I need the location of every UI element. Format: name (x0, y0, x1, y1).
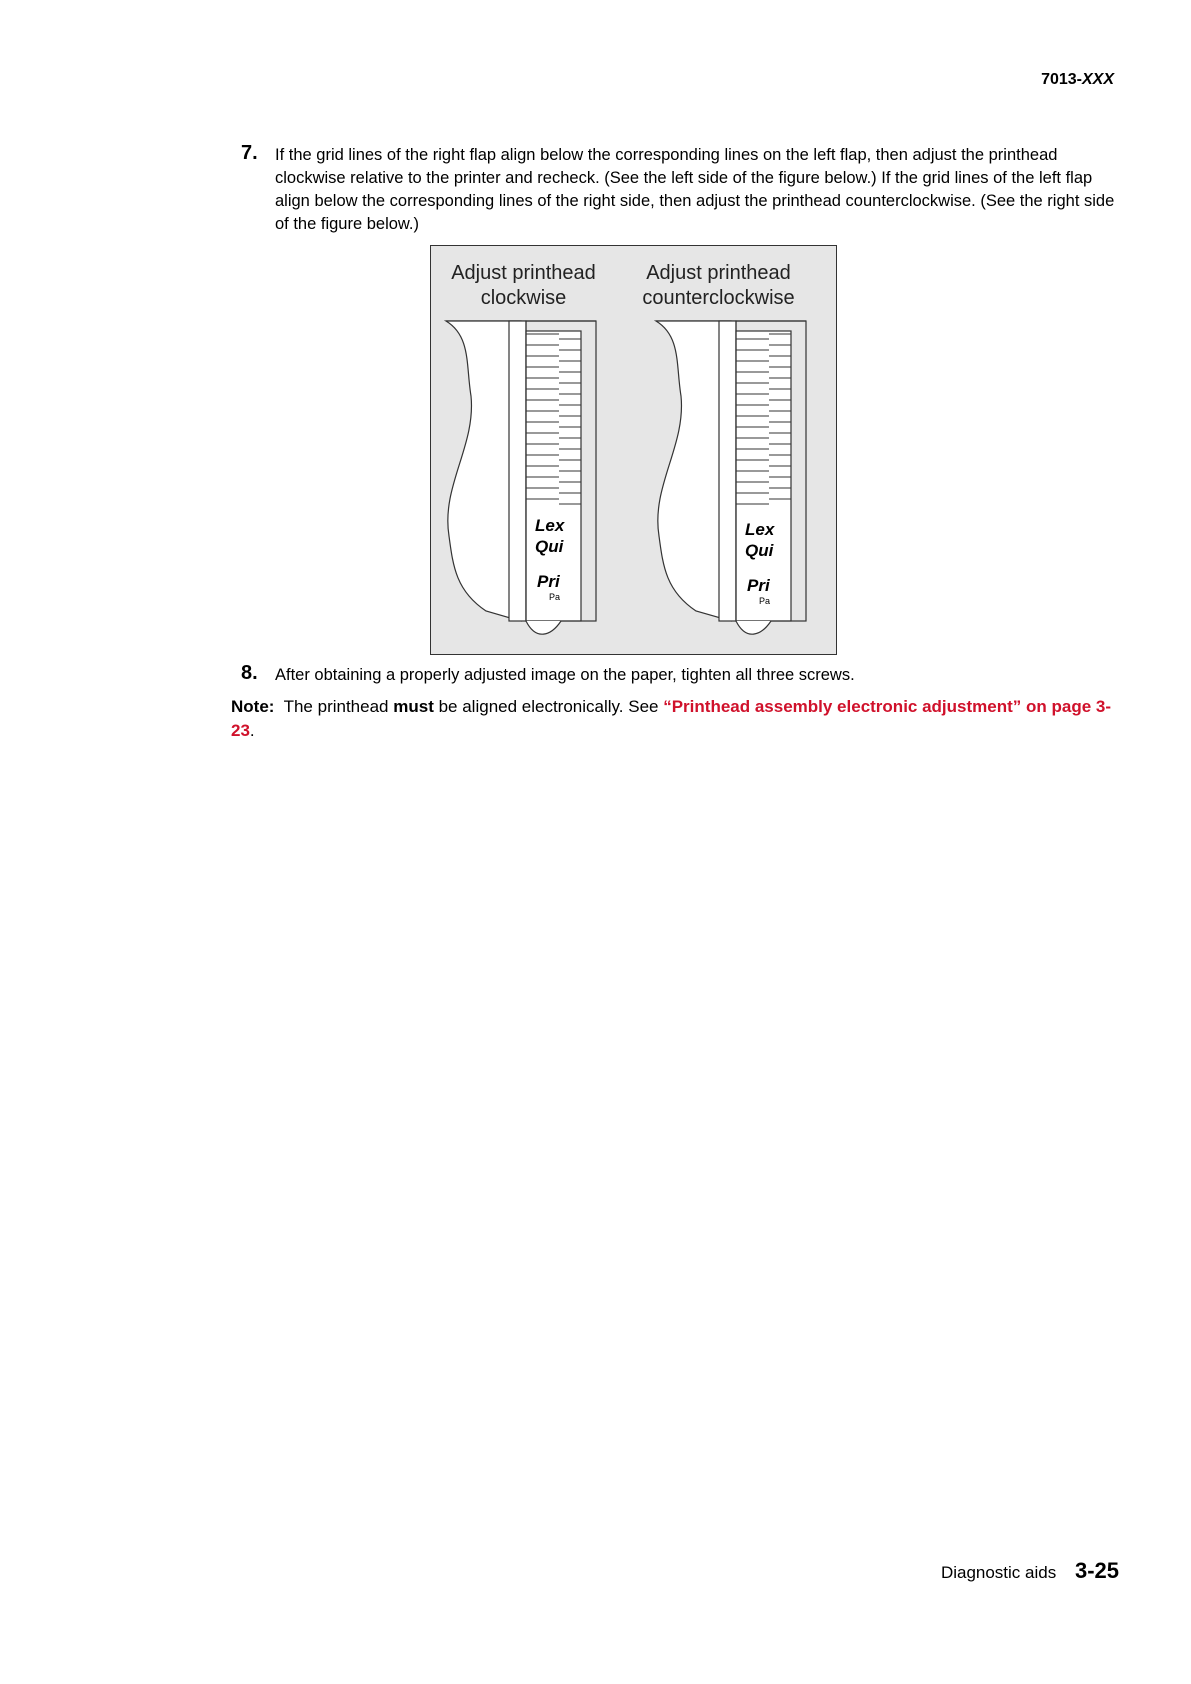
title-line: Adjust printhead (646, 262, 791, 284)
clockwise-flap-illustration (446, 321, 596, 634)
footer-section-title: Diagnostic aids (940, 1563, 1057, 1582)
step-text: If the grid lines of the right flap align below the corresponding lines on the left flap, then adjust the printhead clockwise relative to the printer and recheck. (See the left side of the figure below.) If the grid lines of the left flap align below the corresponding lines of the right side, then adjust the printhead counterclockwise. (See the right side of the figure below.) (275, 146, 1115, 233)
title-line: clockwise (480, 287, 567, 309)
page-footer (941, 1558, 1119, 1584)
cross-reference-link[interactable]: “Printhead assembly electronic adjustment” on page 3-23 (231, 697, 1112, 740)
printhead-alignment-figure (430, 245, 837, 655)
note-text-before: The printhead (283, 697, 389, 716)
sample-text-pri: Pri (537, 572, 560, 591)
sample-text-pa: Pa (759, 596, 771, 606)
note-paragraph (231, 695, 1131, 743)
sample-text-qui: Qui (745, 541, 774, 560)
step-number: 7. (241, 142, 258, 164)
step-text: After obtaining a properly adjusted image on the paper, tighten all three screws. (275, 666, 855, 684)
counterclockwise-flap-illustration (656, 321, 806, 634)
flap-illustrations (431, 246, 838, 656)
note-emphasis: must (393, 697, 434, 716)
page-number: 3-25 (1074, 1558, 1119, 1583)
document-code-prefix: 7013- (1041, 71, 1082, 88)
sample-text-lex: Lex (745, 520, 775, 539)
step-7 (241, 144, 1121, 236)
title-line: Adjust printhead (451, 262, 596, 284)
sample-text-pa: Pa (549, 592, 561, 602)
note-label: Note: (231, 697, 275, 716)
step-8 (241, 664, 1121, 687)
step-number: 8. (241, 662, 258, 684)
note-end: . (249, 721, 255, 740)
sample-text-pri: Pri (747, 576, 770, 595)
title-line: counterclockwise (642, 287, 795, 309)
sample-text-qui: Qui (535, 537, 564, 556)
document-code (1041, 71, 1114, 89)
sample-text-lex: Lex (535, 516, 565, 535)
note-text-after: be aligned electronically. See (438, 697, 659, 716)
document-code-suffix: XXX (1081, 71, 1114, 88)
